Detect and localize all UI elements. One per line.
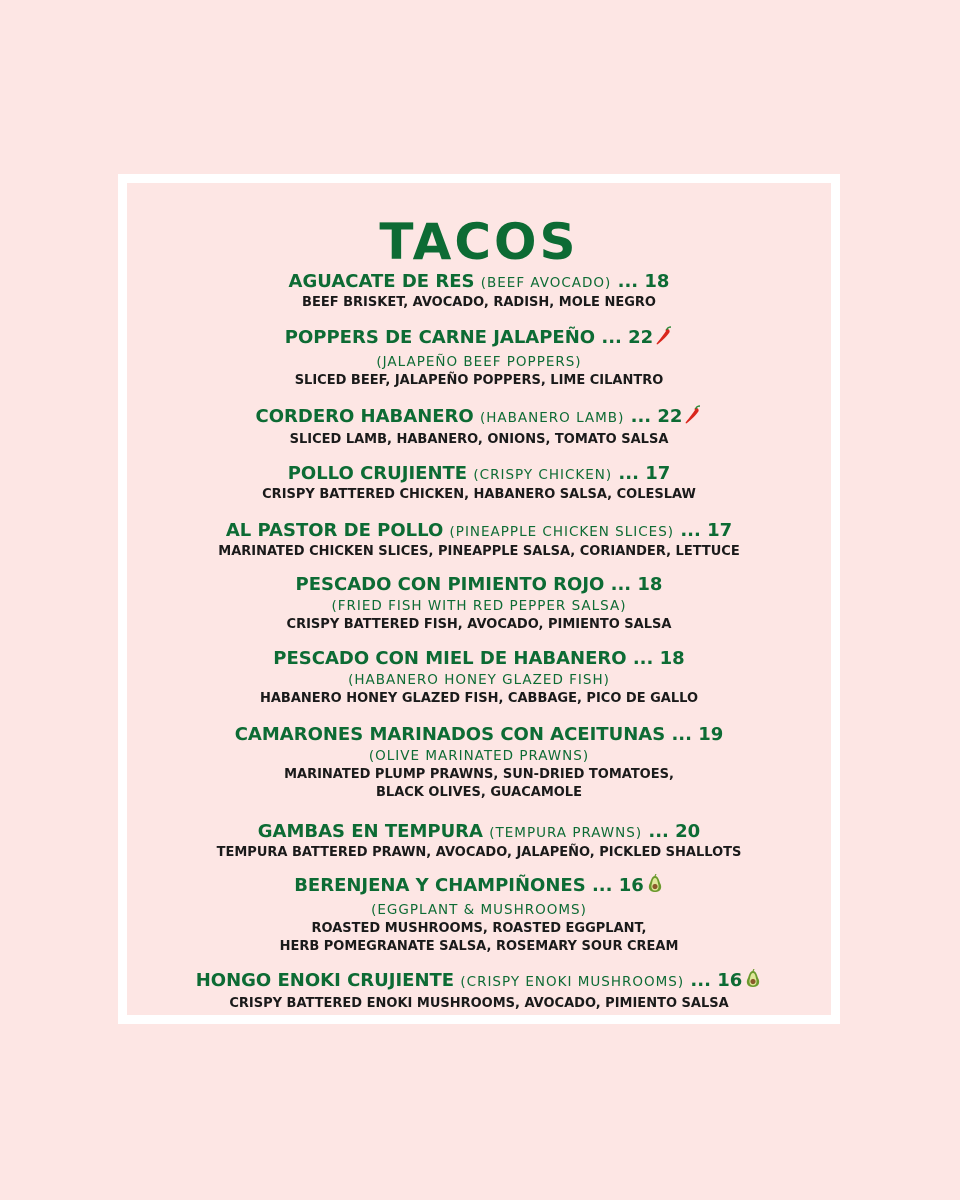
menu-item xyxy=(127,520,831,561)
item-price: ... 20 xyxy=(648,821,701,842)
item-description: SLICED LAMB, HABANERO, ONIONS, TOMATO SALSA xyxy=(289,432,669,447)
menu-card xyxy=(127,183,831,1015)
item-translation: (OLIVE MARINATED PRAWNS) xyxy=(368,748,590,764)
menu-frame xyxy=(118,174,840,1024)
menu-item xyxy=(127,874,831,956)
item-price: ... 17 xyxy=(618,463,671,484)
item-name: GAMBAS EN TEMPURA xyxy=(257,821,483,842)
item-name: POPPERS DE CARNE JALAPEÑO xyxy=(284,327,596,348)
item-description: SLICED BEEF, JALAPEÑO POPPERS, LIME CILANTRO xyxy=(294,373,664,388)
item-translation: (PINEAPPLE CHICKEN SLICES) xyxy=(449,524,675,540)
menu-item xyxy=(127,405,831,449)
item-translation: (BEEF AVOCADO) xyxy=(480,275,612,291)
menu-item xyxy=(127,326,831,390)
avocado-icon xyxy=(646,874,664,900)
item-name: HONGO ENOKI CRUJIENTE xyxy=(195,970,455,991)
item-translation: (HABANERO LAMB) xyxy=(480,410,625,426)
item-description: HABANERO HONEY GLAZED FISH, CABBAGE, PICO DE GALLO xyxy=(259,691,698,706)
item-translation: (CRISPY CHICKEN) xyxy=(473,467,613,483)
item-translation: (EGGPLANT & MUSHROOMS) xyxy=(371,902,587,918)
item-price: ... 18 xyxy=(632,648,685,669)
item-description: HERB POMEGRANATE SALSA, ROSEMARY SOUR CREAM xyxy=(279,939,679,954)
menu-item xyxy=(127,271,831,312)
menu-item xyxy=(127,463,831,504)
item-description: MARINATED PLUMP PRAWNS, SUN-DRIED TOMATOES, xyxy=(284,767,674,782)
item-price: ... 22 xyxy=(601,327,654,348)
item-description: BLACK OLIVES, GUACAMOLE xyxy=(376,785,582,800)
item-description: MARINATED CHICKEN SLICES, PINEAPPLE SALSA, CORIANDER, LETTUCE xyxy=(218,544,740,559)
item-translation: (HABANERO HONEY GLAZED FISH) xyxy=(348,672,610,688)
item-translation: (JALAPEÑO BEEF POPPERS) xyxy=(376,354,582,370)
menu-item xyxy=(127,821,831,862)
menu-item xyxy=(127,969,831,1013)
item-translation: (CRISPY ENOKI MUSHROOMS) xyxy=(460,974,685,990)
item-price: ... 22 xyxy=(630,406,683,427)
menu-item xyxy=(127,574,831,634)
item-description: ROASTED MUSHROOMS, ROASTED EGGPLANT, xyxy=(311,921,647,936)
item-name: CAMARONES MARINADOS CON ACEITUNAS xyxy=(234,724,666,745)
item-description: CRISPY BATTERED ENOKI MUSHROOMS, AVOCADO, PIMIENTO SALSA xyxy=(229,996,729,1011)
item-price: ... 18 xyxy=(617,271,670,292)
item-translation: (FRIED FISH WITH RED PEPPER SALSA) xyxy=(331,598,627,614)
menu-item xyxy=(127,724,831,802)
item-name: POLLO CRUJIENTE xyxy=(287,463,468,484)
menu-item xyxy=(127,648,831,708)
item-description: TEMPURA BATTERED PRAWN, AVOCADO, JALAPEÑO, PICKLED SHALLOTS xyxy=(216,845,742,860)
item-description: CRISPY BATTERED FISH, AVOCADO, PIMIENTO SALSA xyxy=(286,617,672,632)
item-description: CRISPY BATTERED CHICKEN, HABANERO SALSA, COLESLAW xyxy=(262,487,696,502)
item-name: PESCADO CON PIMIENTO ROJO xyxy=(295,574,605,595)
item-name: PESCADO CON MIEL DE HABANERO xyxy=(273,648,627,669)
item-description: BEEF BRISKET, AVOCADO, RADISH, MOLE NEGRO xyxy=(302,295,656,310)
chili-pepper-icon xyxy=(684,405,702,431)
chili-pepper-icon xyxy=(655,326,673,352)
item-price: ... 18 xyxy=(610,574,663,595)
item-translation: (TEMPURA PRAWNS) xyxy=(489,825,643,841)
item-name: CORDERO HABANERO xyxy=(255,406,474,427)
item-name: AGUACATE DE RES xyxy=(288,271,475,292)
item-name: AL PASTOR DE POLLO xyxy=(225,520,444,541)
item-name: BERENJENA Y CHAMPIÑONES xyxy=(294,875,586,896)
item-price: ... 19 xyxy=(671,724,724,745)
avocado-icon xyxy=(744,969,762,995)
item-price: ... 16 xyxy=(591,875,644,896)
item-price: ... 17 xyxy=(680,520,733,541)
menu-title: TACOS xyxy=(379,213,579,271)
item-price: ... 16 xyxy=(690,970,743,991)
